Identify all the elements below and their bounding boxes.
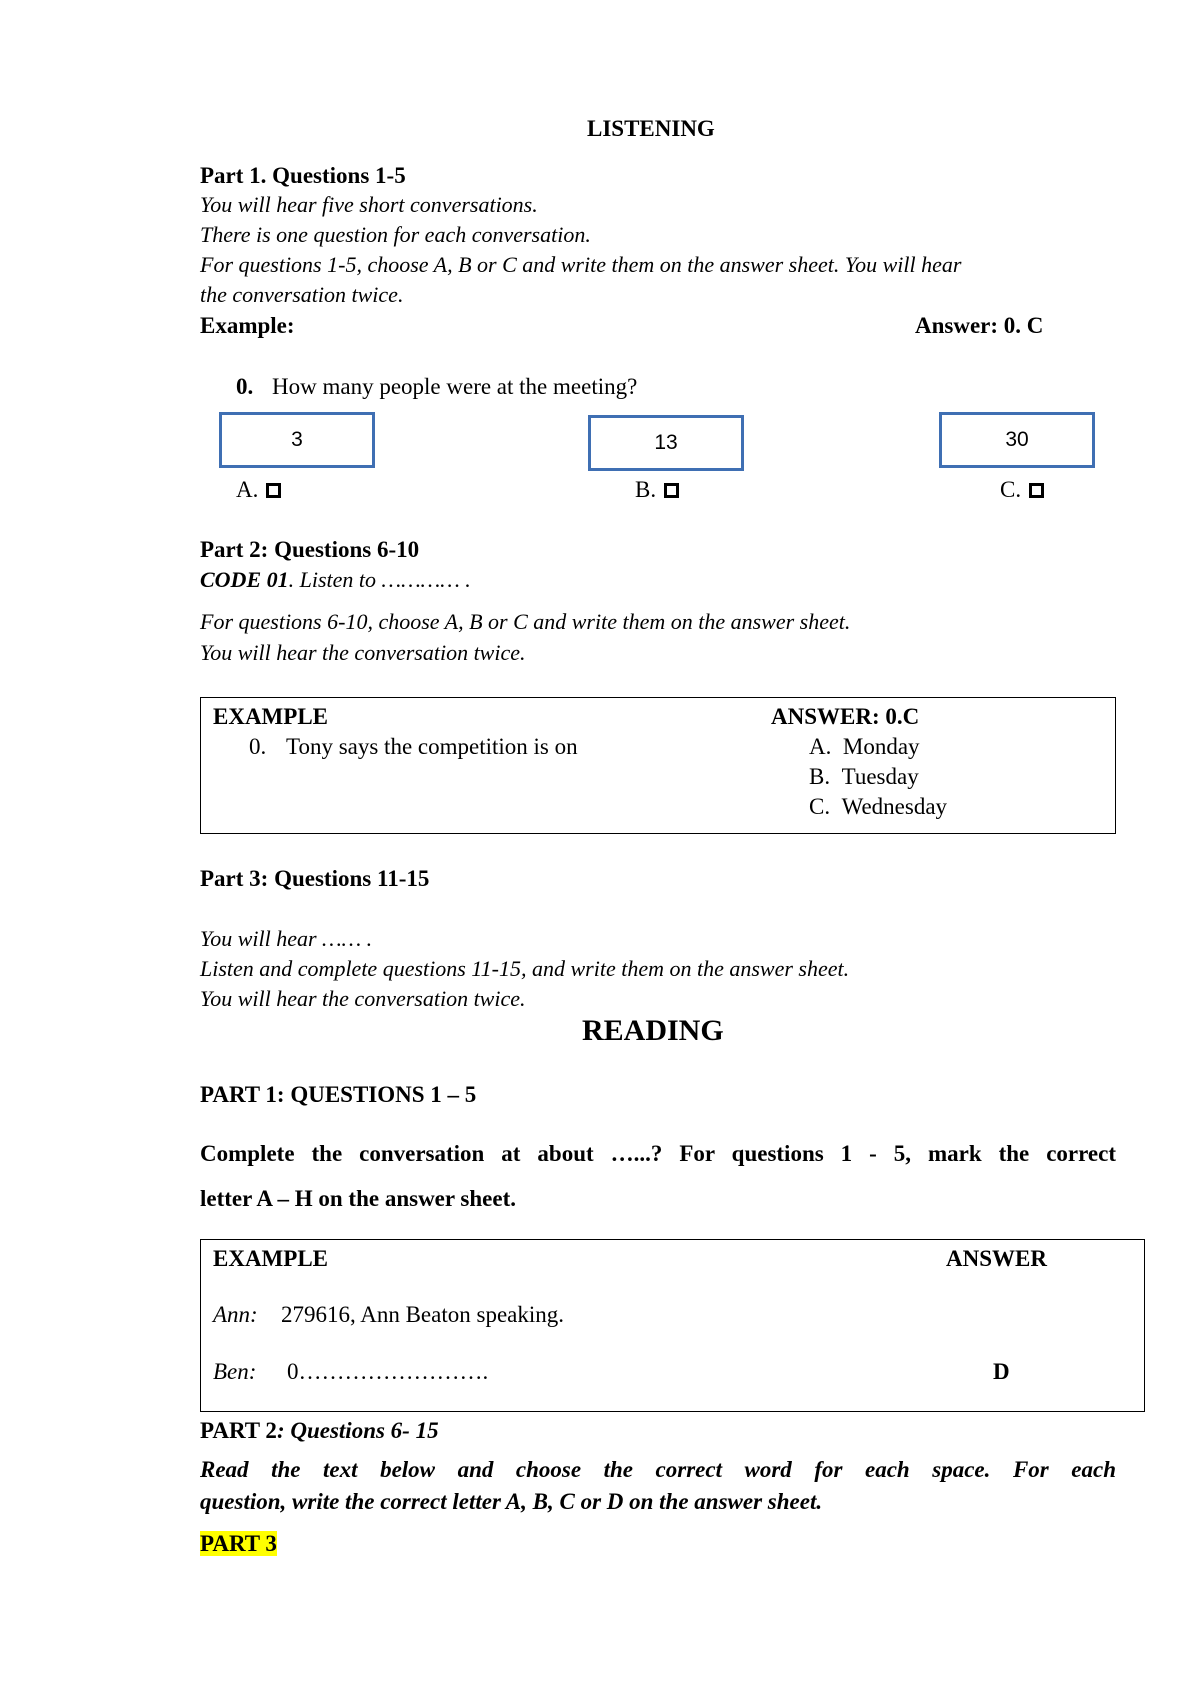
reading-part2-instruction-1: Read the text below and choose the correct word for each space. For each [200,1457,1116,1482]
reading-part2-instruction-2: question, write the correct letter A, B, C or D on the answer sheet. [200,1489,823,1514]
reading-part2-heading-bold: PART 2 [200,1418,277,1443]
reading-part1-instruction-2: letter A – H on the answer sheet. [200,1186,517,1211]
reading-example-box [200,1239,1145,1412]
part2-example-label: EXAMPLE [213,704,328,729]
option-c-label: C. [1000,477,1044,503]
part2-choice-b: B. Tuesday [809,764,919,789]
reading-example-label: EXAMPLE [213,1246,328,1271]
option-b-box [588,415,744,471]
reading-part3-highlight: PART 3 [200,1531,277,1556]
part1-instruction-3a: For questions 1-5, choose A, B or C and write them on the answer sheet. You will hear [200,252,962,277]
part1-instruction-1: You will hear five short conversations. [200,192,538,217]
option-c-value: 30 [1005,428,1029,451]
reading-part1-instruction-1: Complete the conversation at about …...? For questions 1 - 5, mark the correct [200,1141,1116,1166]
part2-instruction-1: For questions 6-10, choose A, B or C and write them on the answer sheet. [200,609,851,634]
reading-part1-heading: PART 1: QUESTIONS 1 – 5 [200,1082,477,1107]
part1-instruction-3b: the conversation twice. [200,282,404,307]
part2-choice-c: C. Wednesday [809,794,948,819]
option-a-label: A. [236,477,281,503]
option-c-box [939,412,1095,468]
part2-example-box [200,697,1116,834]
part2-instruction-2: You will hear the conversation twice. [200,640,526,665]
part2-heading: Part 2: Questions 6-10 [200,537,420,562]
option-b-label: B. [635,477,679,503]
part3-instruction-1: You will hear …… . [200,926,373,951]
example-answer: Answer: 0. C [915,313,1044,338]
reading-title: READING [582,1014,724,1047]
option-b-value: 13 [654,431,678,454]
part3-instruction-2: Listen and complete questions 11-15, and write them on the answer sheet. [200,956,850,981]
example-question-number: 0. [236,374,254,399]
reading-part3-heading [200,1531,277,1557]
option-b-checkbox[interactable] [664,483,679,498]
reading-example-answer: D [993,1359,1010,1384]
example-question-text: How many people were at the meeting? [272,374,638,399]
part1-instruction-2: There is one question for each conversation. [200,222,591,247]
reading-answer-label: ANSWER [946,1246,1047,1271]
reading-part2-heading [200,1418,439,1444]
option-a-box [219,412,375,468]
part2-answer-label: ANSWER: 0.C [771,704,920,729]
speaker-ben: Ben: [213,1359,257,1384]
speaker-ann: Ann: [213,1302,258,1327]
ann-line: 279616, Ann Beaton speaking. [281,1302,564,1327]
part2-code-line [200,567,471,593]
option-c-checkbox[interactable] [1029,483,1044,498]
part1-heading: Part 1. Questions 1-5 [200,163,406,188]
part2-question-number: 0. [249,734,267,759]
example-label: Example: [200,313,295,338]
part3-heading: Part 3: Questions 11-15 [200,866,430,891]
part3-instruction-3: You will hear the conversation twice. [200,986,526,1011]
part2-code: CODE 01 [200,567,289,592]
option-a-checkbox[interactable] [266,483,281,498]
reading-part2-heading-italic: : Questions 6- 15 [276,1418,439,1443]
listening-title: LISTENING [587,116,715,141]
part2-choice-a: A. Monday [809,734,920,759]
part2-listen: . Listen to ………… . [288,567,471,592]
ben-line: 0……………………. [287,1359,489,1384]
option-a-value: 3 [291,428,303,451]
part2-question-text: Tony says the competition is on [286,734,578,759]
